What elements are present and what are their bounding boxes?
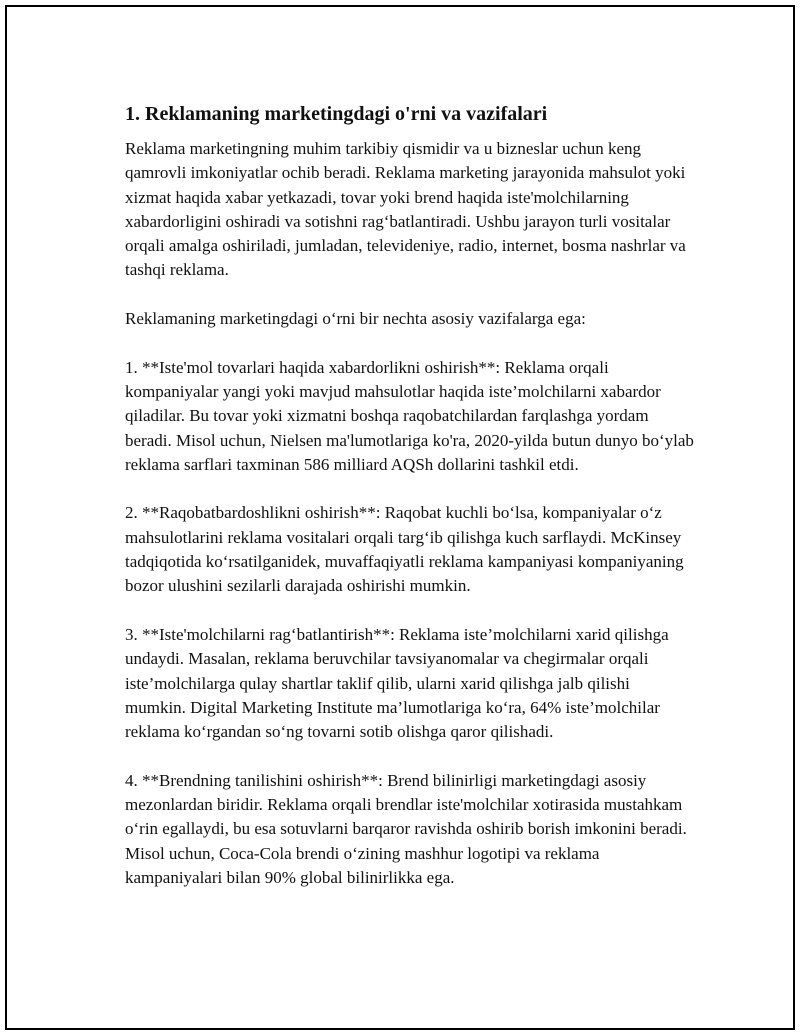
paragraph-intro: Reklama marketingning muhim tarkibiy qismidir va u bizneslar uchun keng qamrovli imkoniyatlar ochib beradi. Reklama marketing jarayonida mahsulot yoki xizmat haqida xabar yetkazadi, tovar yoki brend haqida iste'molchilarning xabardorligini oshiradi va sotishni rag‘batlantiradi. Ushbu jarayon turli vositalar orqali amalga oshiriladi, jumladan, televideniye, radio, internet, bosma nashrlar va tashqi reklama. xyxy=(125,139,686,280)
list-item-3: 3. **Iste'molchilarni rag‘batlantirish**: Reklama iste’molchilarni xarid qilishga undaydi. Masalan, reklama beruvchilar tavsiyanomalar va chegirmalar orqali iste’molchilarga qulay shartlar taklif qilib, ularni xarid qilishga jalb qilishi mumkin. Digital Marketing Institute ma’lumotlariga ko‘ra, 64% iste’molchilar reklama ko‘rgandan so‘ng tovarni sotib olishga qaror qilishadi. xyxy=(125,624,669,742)
list-item-1: 1. **Iste'mol tovarlari haqida xabardorlikni oshirish**: Reklama orqali kompaniyalar yangi yoki mavjud mahsulotlar haqida iste’molchilarni xabardor qiladilar. Bu tovar yoki xizmatni boshqa raqobatchilardan farqlashga yordam beradi. Misol uchun, Nielsen ma'lumotlariga ko'ra, 2020-yilda butun dunyo bo‘ylab reklama sarflari taxminan 586 milliard AQSh dollarini tashkil etdi. xyxy=(125,357,694,474)
paragraph-lead-in: Reklamaning marketingdagi o‘rni bir nechta asosiy vazifalarga ega: xyxy=(125,309,586,329)
page-frame xyxy=(5,5,795,1030)
list-item-2: 2. **Raqobatbardoshlikni oshirish**: Raqobat kuchli bo‘lsa, kompaniyalar o‘z mahsulotlarini reklama vositalari orqali targ‘ib qilishga kuch sarflaydi. McKinsey tadqiqotida ko‘rsatilganidek, muvaffaqiyatli reklama kampaniyasi kompaniyaning bozor ulushini sezilarli darajada oshirishi mumkin. xyxy=(125,503,684,596)
section-heading: 1. Reklamaning marketingdagi o'rni va vazifalari xyxy=(125,103,548,125)
document-content xyxy=(125,101,695,890)
list-item-4: 4. **Brendning tanilishini oshirish**: Brend bilinirligi marketingdagi asosiy mezonlardan biridir. Reklama orqali brendlar iste'molchilar xotirasida mustahkam o‘rin egallaydi, bu esa sotuvlarni barqaror ravishda oshirib borish imkonini beradi. Misol uchun, Coca-Cola brendi o‘zining mashhur logotipi va reklama kampaniyalari bilan 90% global bilinirlikka ega. xyxy=(125,770,687,887)
